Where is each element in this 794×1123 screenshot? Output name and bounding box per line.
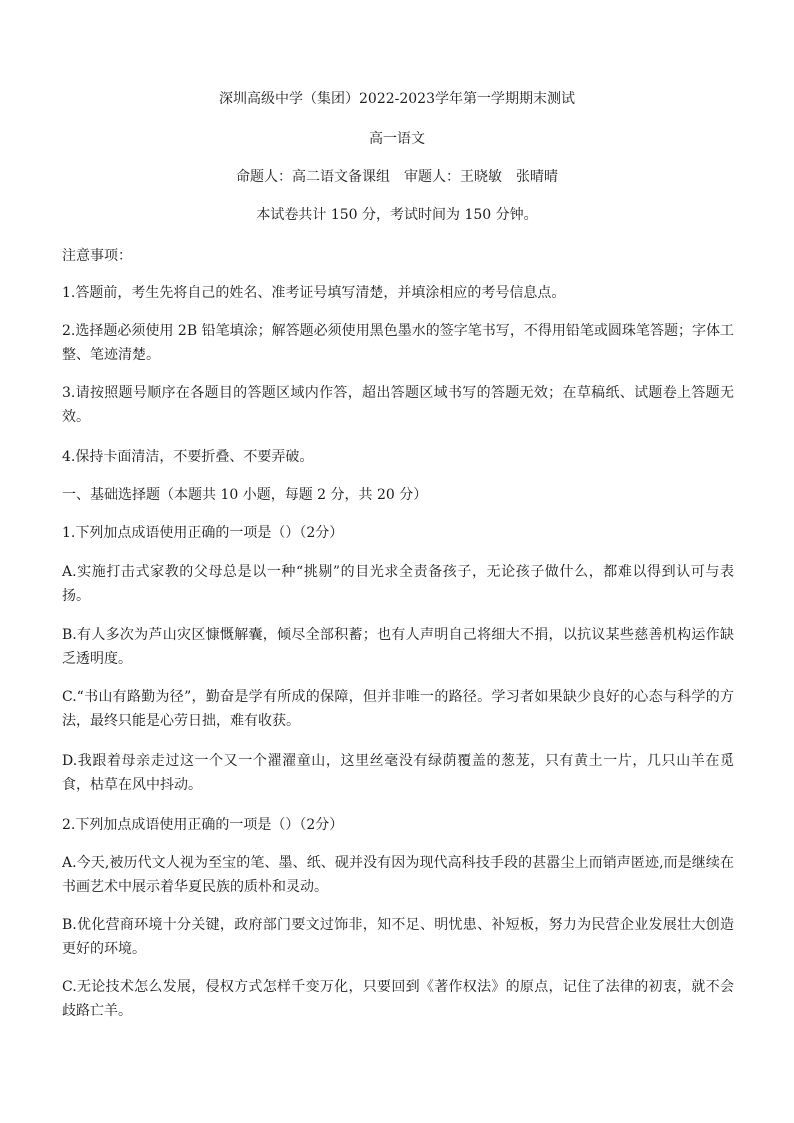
note-item: 4.保持卡面清洁，不要折叠、不要弄破。 [62, 449, 314, 465]
note-item: 1.答题前，考生先将自己的姓名、准考证号填写清楚，并填涂相应的考号信息点。 [62, 285, 566, 301]
exam-title: 深圳高级中学（集团）2022-2023学年第一学期期末测试 [219, 91, 575, 107]
section-heading: 一、基础选择题（本题共 10 小题，每题 2 分，共 20 分） [62, 487, 428, 503]
question-option: A.实施打击式家教的父母总是以一种“挑剔”的目光求全责备孩子，无论孩子做什么，都难以得到认可与表扬。 [62, 564, 734, 604]
question-option: B.有人多次为芦山灾区慷慨解囊，倾尽全部积蓄；也有人声明自己将细大不捐，以抗议某些慈善机构运作缺乏透明度。 [62, 627, 734, 667]
question-option: C.“书山有路勤为径”，勤奋是学有所成的保障，但并非唯一的路径。学习者如果缺少良好的心态与科学的方法，最终只能是心劳日拙，难有收获。 [62, 689, 734, 729]
notes-heading: 注意事项： [62, 248, 132, 264]
question-option: A.今天,被历代文人视为至宝的笔、墨、纸、砚并没有因为现代高科技手段的甚嚣尘上而销声匿迹,而是继续在书画艺术中展示着华夏民族的质朴和灵动。 [62, 855, 734, 895]
question-option: B.优化营商环境十分关键，政府部门要文过饰非，知不足、明忧患、补短板，努力为民营企业发展壮大创造更好的环境。 [62, 917, 734, 957]
question-option: C.无论技术怎么发展，侵权方式怎样千变万化，只要回到《著作权法》的原点，记住了法律的初衷，就不会歧路亡羊。 [62, 979, 734, 1019]
note-item: 2.选择题必须使用 2B 铅笔填涂；解答题必须使用黑色墨水的签字笔书写，不得用铅笔或圆珠笔答题；字体工整、笔迹清楚。 [62, 323, 734, 363]
authors-line: 命题人：高二语文备课组 审题人：王晓敏 张晴晴 [236, 169, 558, 185]
subject-title: 高一语文 [369, 131, 425, 147]
question-stem: 2.下列加点成语使用正确的一项是（）（2分） [62, 817, 344, 833]
note-item: 3.请按照题号顺序在各题目的答题区域内作答，超出答题区域书写的答题无效；在草稿纸、试题卷上答题无效。 [62, 385, 734, 425]
exam-info: 本试卷共计 150 分，考试时间为 150 分钟。 [256, 207, 538, 223]
question-option: D.我跟着母亲走过这一个又一个濯濯童山，这里丝毫没有绿荫覆盖的葱茏，只有黄土一片，几只山羊在觅食，枯草在风中抖动。 [62, 753, 734, 793]
question-stem: 1.下列加点成语使用正确的一项是（）（2分） [62, 525, 344, 541]
